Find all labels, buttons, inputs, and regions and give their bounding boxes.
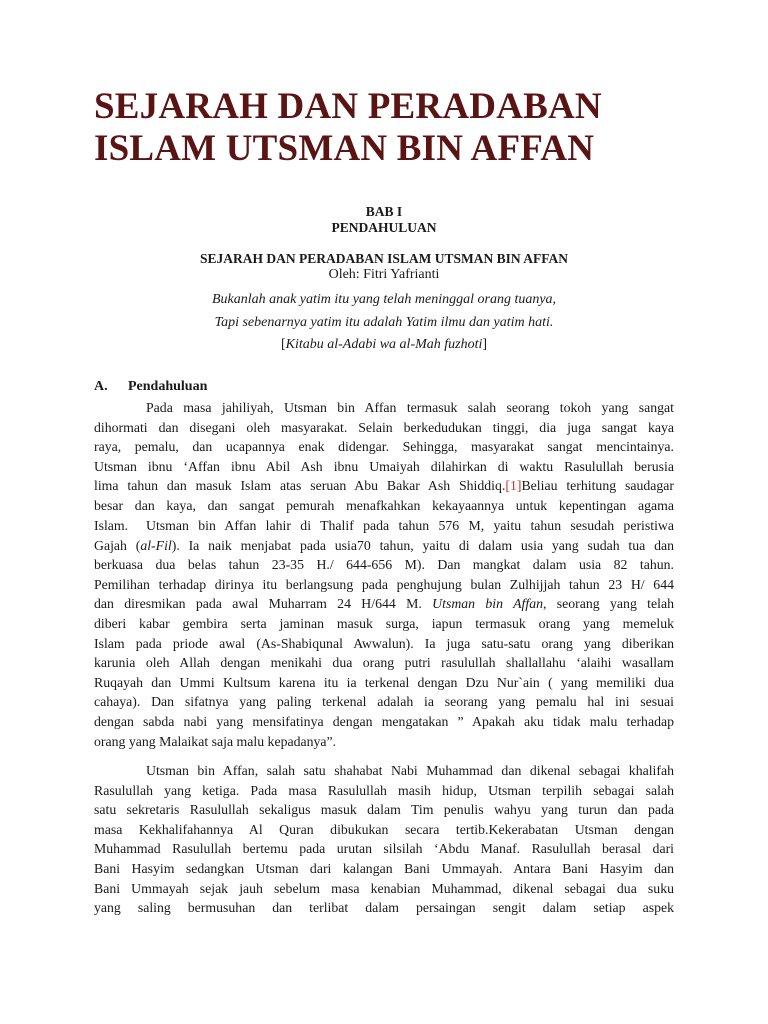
paragraph-line: Utsman bin Affan, salah satu shahabat Nabi Muhammad dan dikenal sebagai khalifah — [146, 763, 674, 778]
section-heading — [94, 378, 207, 396]
paragraph-line: satu sekretaris Rasulullah sekaligus masuk dalam Tim penulis wahyu yang turun dan pada — [94, 802, 674, 818]
paragraph-line: Muhammad Rasulullah bertemu pada urutan silsilah ‘Abdu Manaf. Rasulullah berasal dari — [94, 841, 674, 857]
paragraph-line: masa Kekhalifahannya Al Quran dibukukan secara tertib.Kekerabatan Utsman dengan — [94, 821, 674, 837]
paragraph-line: Utsman bin Affan lahir di Thalif pada tahun 576 M, yaitu tahun sesudah peristiwa — [146, 518, 674, 533]
paragraph-line: karunia oleh Allah dengan menikahi dua orang putri rasulullah shallallahu ‘alaihi wasallam — [94, 655, 674, 671]
line-text: Beliau terhitung saudagar — [521, 478, 674, 494]
bracket-open: [ — [280, 337, 286, 352]
chapter-number: BAB I — [365, 204, 403, 219]
paragraph-line: Bani Ummayah sejak jauh sebelum masa kenabian Muhammad, dikenal sebagai dua suku — [94, 880, 674, 896]
paragraph-line: berkuasa dua belas tahun 23-35 H./ 644-656 M). Dan mangkat dalam usia 82 tahun. — [94, 557, 674, 573]
paragraph-line: besar dan kaya, dan sangat pemurah menafkahkan kekayaannya untuk kepentingan agama — [94, 497, 674, 513]
paragraph-line — [94, 594, 674, 614]
paragraph-3 — [94, 761, 674, 918]
line-text: Gajah ( — [94, 537, 141, 553]
section-title: Pendahuluan — [128, 379, 208, 394]
paragraph-2 — [94, 516, 674, 751]
paragraph-line: Islam. — [94, 517, 129, 533]
paragraph-line: orang yang Malaikat saja malu kepadanya”. — [94, 733, 337, 749]
document-title: SEJARAH DAN PERADABAN ISLAM UTSMAN BIN AFFAN — [94, 86, 602, 169]
paragraph-line: Ruqayah dan Ummi Kultsum karena itu ia terkenal dengan Dzu Nur`ain ( yang memiliki dua — [94, 674, 674, 690]
quote-line-1: Bukanlah anak yatim itu yang telah meninggal orang tuanya, — [211, 292, 557, 307]
italic-term: Utsman bin Affan — [432, 596, 544, 612]
quote-source — [94, 336, 674, 354]
paragraph-line: Bani Hasyim sedangkan Utsman dari kalangan Bani Ummayah. Antara Bani Hasyim dan — [94, 860, 674, 876]
paragraph-1 — [94, 398, 674, 535]
bracket-close: ] — [482, 337, 488, 352]
paragraph-line: yang saling bermusuhan dan terlibat dalam persaingan sengit dalam setiap aspek — [94, 900, 674, 916]
quote-source-text: Kitabu al-Adabi wa al-Mah fuzhoti — [285, 337, 483, 352]
line-text: lima tahun dan masuk Islam atas seruan Abu Bakar Ash Shiddiq. — [94, 478, 506, 494]
paragraph-line: cahaya). Dan sifatnya yang paling terkenal adalah ia seorang yang pemalu hal ini sesuai — [94, 694, 674, 710]
quote-line-2: Tapi sebenarnya yatim itu adalah Yatim ilmu dan yatim hati. — [214, 315, 554, 330]
paragraph-line: Utsman ibnu ‘Affan ibnu Abil Ash ibnu Umaiyah dilahirkan di waktu Rasulullah berusia — [94, 458, 674, 474]
paragraph-line: Pada masa jahiliyah, Utsman bin Affan termasuk salah seorang tokoh yang sangat — [146, 400, 674, 415]
line-text: ). Ia naik menjabat pada usia70 tahun, yaitu di dalam usia yang sudah tua dan — [171, 537, 674, 553]
paragraph-line: dihormati dan disegani oleh masyarakat. Selain berkedudukan tinggi, dia juga sangat kaya — [94, 419, 674, 435]
author-line: Oleh: Fitri Yafrianti — [328, 267, 440, 282]
line-text: , seorang yang telah — [543, 596, 674, 612]
paragraph-line: dengan sabda nabi yang mensifatinya dengan mengatakan ” Apakah aku tidak malu terhadap — [94, 713, 674, 729]
footnote-link[interactable]: [1] — [505, 478, 522, 494]
section-number: A. — [94, 379, 108, 394]
paragraph-line: Rasulullah yang ketiga. Pada masa Rasulullah masih hidup, Utsman terpilih sebagai salah — [94, 782, 674, 798]
chapter-title: PENDAHULUAN — [331, 220, 437, 235]
paragraph-line — [94, 536, 674, 556]
line-text: dan diresmikan pada awal Muharram 24 H/644 M. — [94, 596, 433, 612]
paragraph-line: Islam pada priode awal (As-Shabiqunal Awwalun). Ia juga satu-satu orang yang diberikan — [94, 635, 674, 651]
subtitle: SEJARAH DAN PERADABAN ISLAM UTSMAN BIN AFFAN — [199, 251, 569, 266]
italic-term: al-Fil — [140, 537, 172, 553]
paragraph-line: raya, pemalu, dan ucapannya enak didengar. Sehingga, masyarakat sangat mencintainya. — [94, 439, 674, 455]
paragraph-line: diberi kabar gembira serta jaminan masuk surga, iapun termasuk orang yang memeluk — [94, 615, 674, 631]
paragraph-line: Pemilihan terhadap dirinya itu berlangsung pada penghujung bulan Zulhijjah tahun 23 H/ 644 — [94, 576, 674, 592]
paragraph-line — [94, 476, 674, 496]
